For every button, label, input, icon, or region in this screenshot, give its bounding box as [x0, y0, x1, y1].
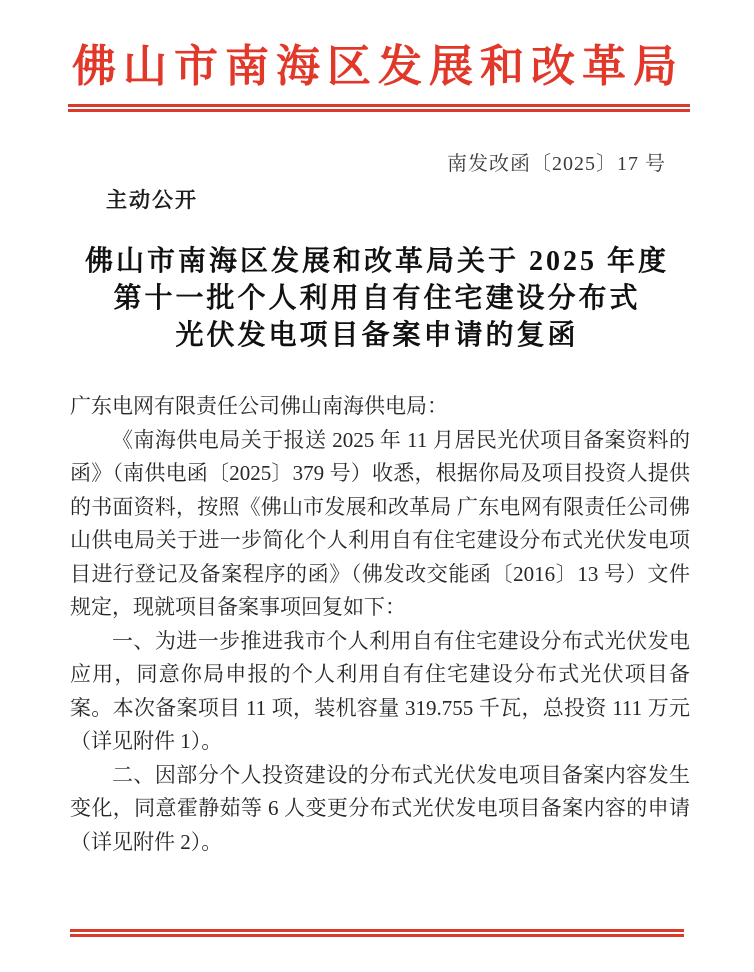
salutation-line: 广东电网有限责任公司佛山南海供电局： [70, 394, 448, 418]
footer-double-rule [70, 929, 684, 937]
letterhead-double-rule [68, 104, 690, 112]
letterhead-agency-name: 佛山市南海区发展和改革局 [72, 42, 684, 91]
document-reference-number: 南发改函〔2025〕17 号 [447, 153, 666, 175]
document-body [70, 390, 690, 859]
body-paragraph-item-2: 二、因部分个人投资建设的分布式光伏发电项目备案内容发生变化，同意霍静茹等 6 人变更分布式光伏发电项目备案内容的申请（详见附件 2）。 [70, 762, 690, 854]
document-title-line-3: 光伏发电项目备案申请的复函 [175, 320, 579, 351]
document-title-line-2: 第十一批个人利用自有住宅建设分布式 [113, 283, 641, 314]
document-title-line-1: 佛山市南海区发展和改革局关于 2025 年度 [84, 246, 669, 277]
body-paragraph-item-1: 一、为进一步推进我市个人利用自有住宅建设分布式光伏发电应用，同意你局申报的个人利用自有住宅建设分布式光伏项目备案。本次备案项目 11 项，装机容量 319.755 千瓦，总投资 111 万元（详见附件 1）。 [70, 628, 690, 753]
body-paragraph-intro: 《南海供电局关于报送 2025 年 11 月居民光伏项目备案资料的函》（南供电函〔2025〕379 号）收悉，根据你局及项目投资人提供的书面资料，按照《佛山市发展和改革局 广东电网有限责任公司佛山供电局关于进一步简化个人利用自有住宅建设分布式光伏发电项目进行登记及备案程序的函》（佛发改交能函〔2016〕13 号）文件规定，现就项目备案事项回复如下： [70, 427, 690, 619]
disclosure-label: 主动公开 [106, 189, 198, 212]
document-title [70, 243, 684, 354]
